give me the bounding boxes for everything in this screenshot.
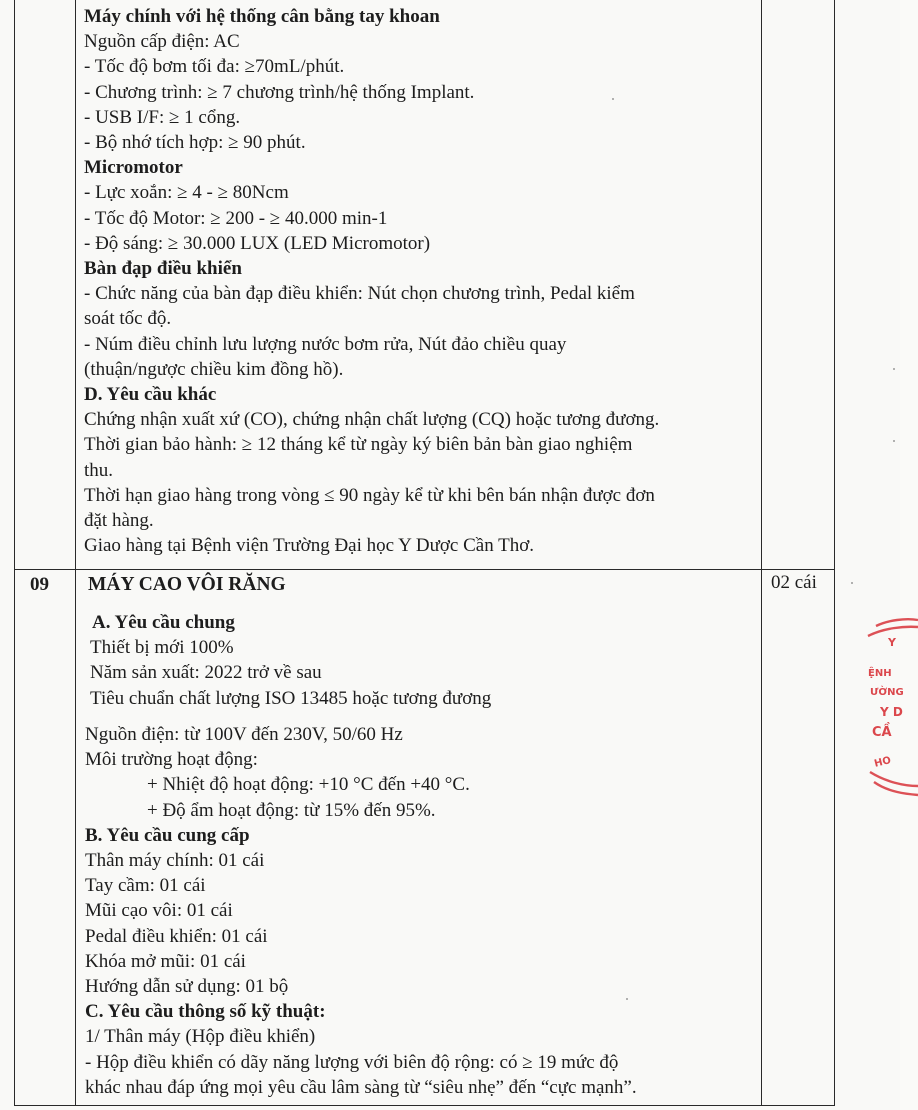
text-line: Hướng dẫn sử dụng: 01 bộ [85, 976, 289, 998]
text-line: - Tốc độ bơm tối đa: ≥70mL/phút. [84, 56, 345, 78]
text-line: - Chức năng của bàn đạp điều khiển: Nút chọn chương trình, Pedal kiểm [84, 283, 635, 305]
text-line: thu. [84, 459, 114, 481]
svg-text:CẦ: CẦ [872, 725, 892, 740]
text-line: Giao hàng tại Bệnh viện Trường Đại học Y Dược Cần Thơ. [84, 535, 535, 557]
text-line: - USB I/F: ≥ 1 cổng. [84, 106, 241, 128]
section-heading: B. Yêu cầu cung cấp [85, 824, 250, 846]
column-divider-quantity [761, 0, 762, 1106]
text-line: 1/ Thân máy (Hộp điều khiển) [85, 1026, 316, 1048]
section-heading: Máy chính với hệ thống cân bằng tay khoan [84, 6, 440, 27]
text-line: Tay cầm: 01 cái [85, 875, 206, 897]
section-heading: C. Yêu cầu thông số kỹ thuật: [85, 1001, 326, 1023]
table-bottom-border [14, 1105, 835, 1106]
text-line: - Lực xoắn: ≥ 4 - ≥ 80Ncm [84, 182, 289, 204]
text-line: - Tốc độ Motor: ≥ 200 - ≥ 40.000 min-1 [84, 207, 388, 229]
text-line: - Hộp điều khiển có dãy năng lượng với biên độ rộng: có ≥ 19 mức độ [85, 1051, 619, 1073]
text-line: - Bộ nhớ tích hợp: ≥ 90 phút. [84, 132, 306, 154]
text-line: Nguồn cấp điện: AC [84, 31, 240, 53]
svg-text:Y D: Y D [880, 705, 903, 719]
text-line: khác nhau đáp ứng mọi yêu cầu lâm sàng từ “siêu nhẹ” đến “cực mạnh”. [85, 1076, 637, 1098]
text-line: Tiêu chuẩn chất lượng ISO 13485 hoặc tương đương [90, 687, 492, 709]
text-line: soát tốc độ. [84, 308, 172, 330]
section-heading: Bàn đạp điều khiển [84, 258, 242, 280]
text-line: Thời hạn giao hàng trong vòng ≤ 90 ngày kể từ khi bên bán nhận được đơn [84, 484, 655, 506]
text-line: Môi trường hoạt động: [85, 749, 258, 771]
text-line: - Độ sáng: ≥ 30.000 LUX (LED Micromotor) [84, 232, 431, 254]
text-line: Thời gian bảo hành: ≥ 12 tháng kể từ ngày ký biên bản bàn giao nghiệm [84, 434, 633, 456]
item-quantity: 02 cái [771, 572, 817, 593]
text-line: đặt hàng. [84, 510, 154, 532]
text-line: Nguồn điện: từ 100V đến 230V, 50/60 Hz [85, 724, 403, 745]
text-line: + Nhiệt độ hoạt động: +10 °C đến +40 °C. [147, 774, 470, 796]
svg-text:ƯỜNG: ƯỜNG [870, 687, 904, 698]
text-line: Khóa mở mũi: 01 cái [85, 950, 246, 972]
text-line: Thân máy chính: 01 cái [85, 850, 265, 872]
table-right-border [834, 0, 835, 1106]
text-line: Chứng nhận xuất xứ (CO), chứng nhận chất lượng (CQ) hoặc tương đương. [84, 409, 660, 431]
table-left-border [14, 0, 15, 1106]
text-line: - Chương trình: ≥ 7 chương trình/hệ thống Implant. [84, 81, 475, 103]
previous-item-description [84, 4, 659, 558]
general-requirements [90, 610, 491, 711]
operating-and-supply-requirements [85, 722, 637, 1100]
svg-text:HO: HO [873, 755, 893, 770]
text-line: Thiết bị mới 100% [90, 637, 234, 659]
text-line: + Độ ẩm hoạt động: từ 15% đến 95%. [147, 799, 436, 821]
section-heading: D. Yêu cầu khác [84, 384, 217, 406]
text-line: Năm sản xuất: 2022 trở về sau [90, 662, 322, 684]
text-line: Mũi cạo vôi: 01 cái [85, 900, 233, 922]
column-divider-number [75, 0, 76, 1106]
section-heading: Micromotor [84, 157, 183, 179]
item-title: MÁY CAO VÔI RĂNG [88, 574, 286, 595]
svg-text:Y: Y [888, 636, 896, 649]
svg-text:ỆNH: ỆNH [868, 668, 892, 679]
text-line: - Núm điều chỉnh lưu lượng nước bơm rửa, Nút đảo chiều quay [84, 333, 567, 355]
section-heading: A. Yêu cầu chung [92, 612, 235, 633]
text-line: Pedal điều khiển: 01 cái [85, 925, 268, 947]
red-seal-stamp [858, 612, 918, 802]
text-line: (thuận/ngược chiều kim đồng hồ). [84, 358, 344, 380]
row-divider [14, 569, 835, 570]
item-number: 09 [30, 574, 49, 595]
